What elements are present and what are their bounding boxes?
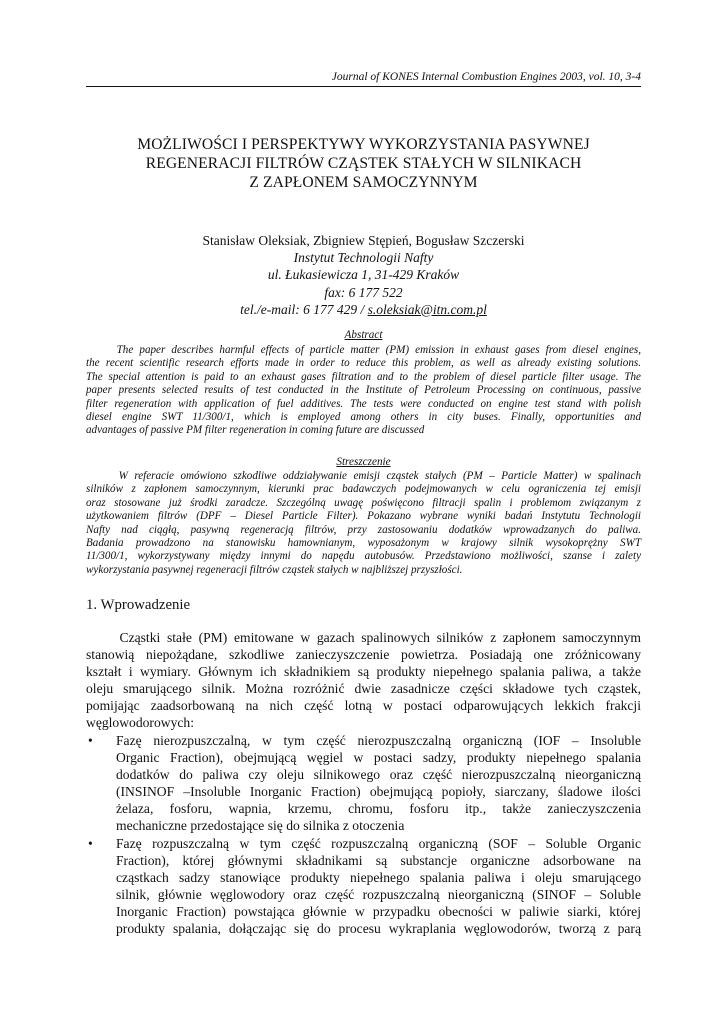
bullet-line: Fazę rozpuszczalną w tym część rozpuszczalną organiczną (SOF – Soluble Organic <box>116 836 641 851</box>
bullet-line: Organic Fraction), obejmującą węgiel w postaci sadzy, produkty niepełnego spalania <box>116 750 641 766</box>
bullet-marker: • <box>88 733 93 748</box>
abstract-line: The special attention is paid to an exhaust gases filtration and to the problem of diesel particle filter usage. The <box>86 370 641 383</box>
bullet-line: (INSINOF –Insoluble Inorganic Fraction) obejmującą popioły, siarczany, śladowe ilości <box>116 784 641 800</box>
bullet-item <box>116 835 641 938</box>
streszczenie-line: wykorzystania pasywnej regeneracji filtrów cząstek stałych w najbliższej przyszłości. <box>86 563 463 576</box>
author-contact <box>86 301 641 318</box>
abstract-line: diesel engine SWT 11/300/1, which is employed among others in city buses. Finally, opportunities and <box>86 411 641 424</box>
body-line: Cząstki stałe (PM) emitowane w gazach spalinowych silników z zapłonem samoczynnym <box>86 630 641 645</box>
bullet-line: żelaza, fosforu, wapnia, krzemu, chromu, fosforu itp., także zanieczyszczenia <box>116 801 641 817</box>
author-fax: fax: 6 177 522 <box>324 284 403 300</box>
streszczenie-line: oraz stosowane już środki zaradcze. Szczególną uwagę poświęcono filtracji spalin i problemom związanym z <box>86 496 641 509</box>
bullet-line: mechaniczne przedostające się do silnika z otoczenia <box>116 818 405 834</box>
bullet-line: Fraction), której głównymi składnikami są substancje organiczne adsorbowane na <box>116 853 641 869</box>
author-names: Stanisław Oleksiak, Zbigniew Stępień, Bogusław Szczerski <box>202 233 525 248</box>
running-header: Journal of KONES Internal Combustion Engines 2003, vol. 10, 3-4 <box>331 71 641 83</box>
bullet-line: produkty spalania, dołączając się do procesu wykraplania węglowodorów, tworzą z parą <box>116 921 641 937</box>
abstract-text <box>86 344 641 438</box>
author-institute: Instytut Technologii Nafty <box>293 250 434 266</box>
streszczenie-line: Badania prowadzono na stanowisku hamownianym, wyposażonym w krajowy silnik wysokoprężny SWT <box>86 537 641 550</box>
abstract-line: the recent scientific research efforts made in order to reduce this problem, as well as already existing solutions. <box>86 357 641 370</box>
streszczenie-line: 11/300/1, wykorzystywany między innymi do napędu autobusów. Przedstawiono możliwości, szanse i zalety <box>86 550 641 563</box>
streszczenie-line: użytkowaniem filtrów (DPF – Diesel Particle Filter). Pokazano wybrane wyniki badań Instytutu Technologii <box>86 510 641 523</box>
streszczenie-line: Nafty nad ciągłą, pasywną regeneracją filtrów, przy zastosowaniu dodatków wprowadzanych do paliwa. <box>86 523 641 536</box>
paper-title <box>86 135 641 192</box>
author-address: ul. Łukasiewicza 1, 31-429 Kraków <box>267 267 460 283</box>
abstract-heading: Abstract <box>344 329 383 341</box>
streszczenie-text <box>86 470 641 577</box>
bullet-line: cząstkach sadzy stanowiące produkty niepełnego spalania paliwa i oleju smarującego <box>116 870 641 886</box>
bullet-line: Inorganic Fraction) powstająca głównie w przypadku obecności w paliwie siarki, której <box>116 904 641 920</box>
intro-paragraph <box>86 629 641 732</box>
abstract-line: advantages of passive PM filter regeneration in coming future are discussed <box>86 424 425 437</box>
author-email-link[interactable]: s.oleksiak@itn.com.pl <box>367 301 487 317</box>
section-heading: 1. Wprowadzenie <box>86 597 191 613</box>
body-line: kształt i wymiary. Głównym ich składnikiem są produkty niepełnego spalania paliwa, a także <box>86 664 641 680</box>
streszczenie-heading: Streszczenie <box>336 456 391 468</box>
body-line: oleju smarującego silnik. Można rozróżnić dwie zasadnicze części składowe tych cząstek, <box>86 681 641 697</box>
body-line: węglowodorowych: <box>86 715 194 731</box>
title-line: REGENERACJI FILTRÓW CZĄSTEK STAŁYCH W SILNIKACH <box>145 155 582 172</box>
bullet-line: dodatków do paliwa czy oleju silnikowego oraz część nierozpuszczalną nieorganiczną <box>116 767 641 783</box>
author-tel: tel./e-mail: 6 177 429 / <box>240 301 368 317</box>
abstract-line: The paper describes harmful effects of particle matter (PM) emission in exhaust gases from diesel engines, <box>86 344 641 356</box>
bullet-marker: • <box>88 836 93 851</box>
streszczenie-line: W referacie omówiono szkodliwe oddziaływanie emisji cząstek stałych (PM – Particle Matter) w spalinach <box>86 470 641 482</box>
bullet-item <box>116 732 641 835</box>
body-line: stanowią niepożądane, szkodliwe zanieczyszczenie powietrza. Posiadają one zróżnicowany <box>86 647 641 663</box>
header-rule <box>86 86 641 87</box>
authors-block <box>86 232 641 318</box>
streszczenie-line: silników z zapłonem samoczynnym, kierunki prac badawczych podejmowanych w celu ograniczenia tej emisji <box>86 483 641 496</box>
body-line: pomijając zaadsorbowaną na nich część lotną w postaci odparowujących lekkich frakcji <box>86 698 641 714</box>
bullet-line: Fazę nierozpuszczalną, w tym część nierozpuszczalną organiczną (IOF – Insoluble <box>116 733 641 748</box>
abstract-line: paper presents selected results of test conducted in the Institute of Petroleum Processing on continuous, passive <box>86 384 641 397</box>
title-line: MOŻLIWOŚCI I PERSPEKTYWY WYKORZYSTANIA PASYWNEJ <box>137 136 590 153</box>
title-line: Z ZAPŁONEM SAMOCZYNNYM <box>249 174 478 191</box>
abstract-line: filter regeneration with application of fuel additives. The tests were conducted on engine test stand with polish <box>86 397 641 410</box>
bullet-line: silnik, głównie węglowodory oraz część rozpuszczalną nieorganiczną (SINOF – Soluble <box>116 887 641 903</box>
